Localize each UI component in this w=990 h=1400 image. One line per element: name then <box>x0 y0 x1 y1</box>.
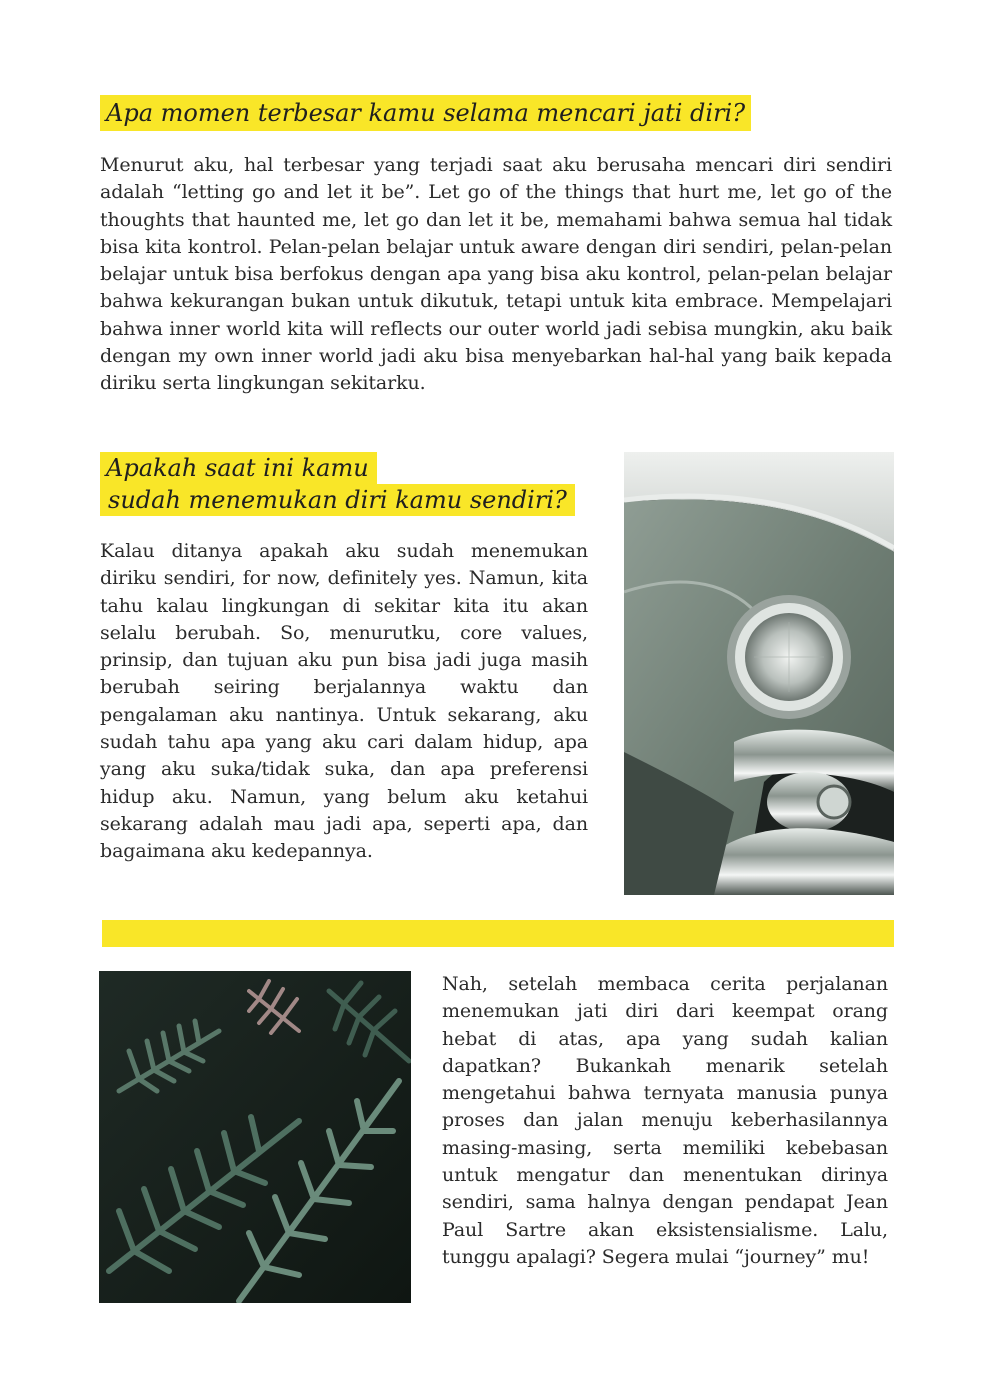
section2-heading <box>100 452 575 516</box>
section2-question-line2: sudah menemukan diri kamu sendiri? <box>100 484 575 516</box>
section2-answer: Kalau ditanya apakah aku sudah menemukan diriku sendiri, for now, definitely yes. Namun, kita tahu kalau lingkungan di sekitar kita itu akan selalu berubah. So, menurutku, core values, prinsip, dan tujuan aku pun bisa jadi juga masih berubah seiring berjalannya waktu dan pengalaman aku nantinya. Untuk sekarang, aku sudah tahu apa yang aku cari dalam hidup, apa yang aku suka/tidak suka, dan apa preferensi hidup aku. Namun, yang belum aku ketahui sekarang adalah mau jadi apa, seperti apa, dan bagaimana aku kedepannya. <box>100 540 588 863</box>
section1-answer: Menurut aku, hal terbesar yang terjadi saat aku berusaha mencari diri sendiri adalah “letting go and let it be”. Let go of the things that hurt me, let go of the thoughts that haunted me, let go dan let it be, memahami bahwa semua hal tidak bisa kita kontrol. Pelan-pelan belajar untuk aware dengan diri sendiri, pelan-pelan belajar untuk bisa berfokus dengan apa yang bisa aku kontrol, pelan-pelan belajar bahwa kekurangan bukan untuk dikutuk, tetapi untuk kita embrace. Mempelajari bahwa inner world kita will reflects our outer world jadi sebisa mungkin, aku baik dengan my own inner world jadi aku bisa menyebarkan hal-hal yang baik kepada diriku serta lingkungan sekitarku. <box>100 154 892 395</box>
section1-heading <box>100 98 751 128</box>
section2-question-line1: Apakah saat ini kamu <box>100 452 377 484</box>
section1-question: Apa momen terbesar kamu selama mencari jati diri? <box>100 95 751 131</box>
closing-text: Nah, setelah membaca cerita perjalanan menemukan jati diri dari keempat orang hebat di atas, apa yang sudah kalian dapatkan? Bukankah menarik setelah mengetahui bahwa ternyata manusia punya proses dan jalan menuju keberhasilannya masing-masing, serta memiliki kebebasan untuk mengatur dan menentukan dirinya sendiri, sama halnya dengan pendapat Jean Paul Sartre akan eksistensialisme. Lalu, tunggu apalagi? Segera mulai “journey” mu! <box>442 973 888 1268</box>
fern-photo <box>99 971 411 1303</box>
car-headlight-image <box>624 452 894 895</box>
yellow-divider <box>102 920 894 947</box>
vintage-car-photo <box>624 452 894 895</box>
fern-leaves-image <box>99 971 411 1303</box>
